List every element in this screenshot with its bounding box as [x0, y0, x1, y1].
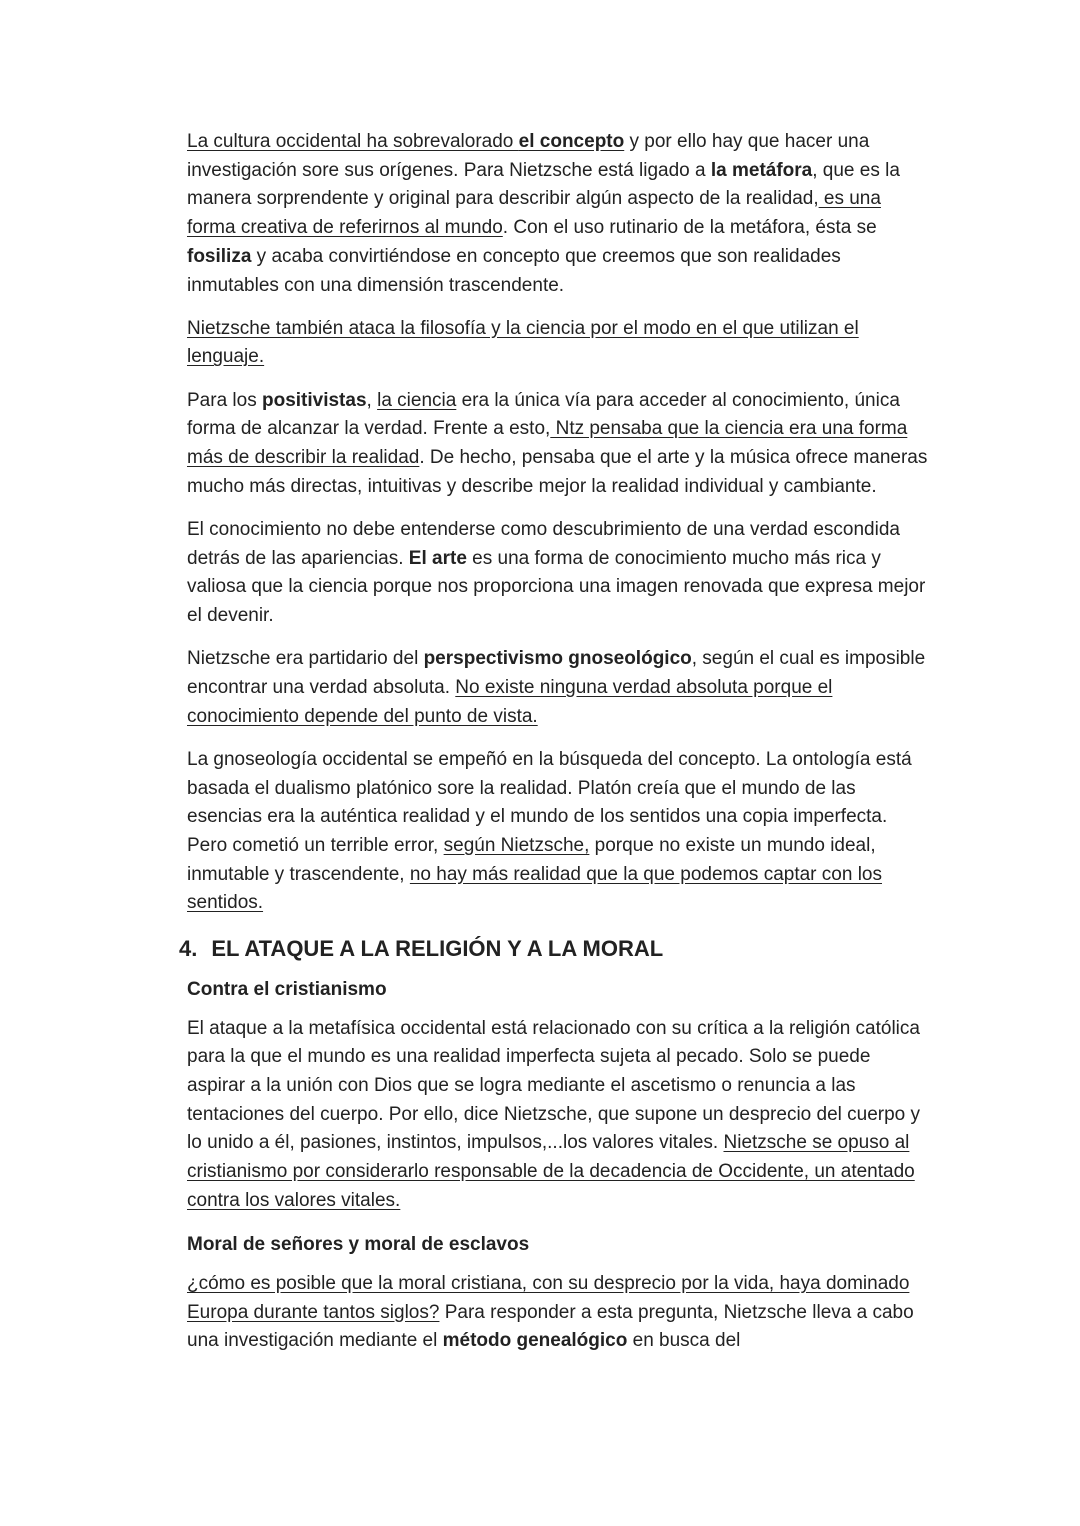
text-run: El arte [408, 547, 467, 569]
text-run: , [366, 389, 378, 411]
text-run: en busca del [627, 1330, 741, 1352]
text-run: ¿cómo es posible que la moral cristiana, con su desprecio por la vida, haya dominado Europa durante tantos siglos? [187, 1273, 910, 1323]
text-run: método genealógico [442, 1330, 628, 1352]
text-run: Ntz pensaba que la ciencia era una forma más de describir la realidad [187, 418, 908, 469]
text-run: el concepto [518, 131, 625, 152]
text-run: porque no existe un mundo ideal, inmutable y trascendente, [187, 834, 876, 885]
paragraph-perspectivismo [187, 645, 930, 731]
text-run: No existe ninguna verdad absoluta porque el conocimiento depende del punto de vista. [187, 676, 833, 727]
text-run: , según el cual es imposible encontrar una verdad absoluta. [187, 648, 926, 698]
subheading-moral: Moral de señores y moral de esclavos [187, 1234, 530, 1255]
text-run: no hay más realidad que la que podemos captar con los sentidos. [187, 863, 882, 914]
text-run: . Con el uso rutinario de la metáfora, ésta se [502, 217, 877, 239]
text-run: La gnoseología occidental se empeñó en la búsqueda del concepto. La ontología está basada el dualismo platónico sore la realidad. Platón creía que el mundo de las esencias era la auténtica realidad y el mundo de los sentidos una copia imperfecta. Pero cometió un terrible error, [187, 748, 912, 856]
text-run: Nietzsche era partidario del [187, 648, 424, 670]
paragraph-concepto [187, 128, 930, 300]
text-run: positivistas [261, 389, 367, 411]
text-run: fosiliza [187, 245, 252, 267]
paragraph-arte [187, 516, 930, 631]
text-run: y por ello hay que hacer una investigación sore sus orígenes. Para Nietzsche está ligado a [187, 131, 870, 181]
text-run: Para los [187, 389, 262, 411]
paragraph-gnoseologia [187, 746, 930, 918]
text-run: era la única vía para acceder al conocimiento, única forma de alcanzar la verdad. Frente a esto, [187, 389, 900, 440]
text-run: La cultura occidental ha sobrevalorado [187, 131, 519, 152]
text-run: Para responder a esta pregunta, Nietzsche lleva a cabo una investigación mediante el [187, 1301, 914, 1352]
text-run: El conocimiento no debe entenderse como descubrimiento de una verdad escondida detrás de las apariencias. [187, 518, 900, 569]
section-heading [179, 933, 930, 965]
paragraph-cristianismo [187, 1015, 930, 1216]
subheading-cristianismo: Contra el cristianismo [187, 978, 387, 1000]
text-run: . De hecho, pensaba que el arte y la música ofrece maneras mucho más directas, intuitivas y describe mejor la realidad individual y cambiante. [187, 447, 928, 497]
text-run: , que es la manera sorprendente y original para describir algún aspecto de la realidad, [187, 159, 900, 210]
text-run: según Nietzsche, [443, 834, 590, 856]
text-run: la ciencia [377, 389, 457, 411]
text-run: es una forma de conocimiento mucho más rica y valiosa que la ciencia porque nos proporciona una imagen renovada que expresa mejor el devenir. [187, 547, 926, 627]
text-run: perspectivismo gnoseológico [423, 648, 692, 670]
section-number: 4. [179, 935, 198, 961]
paragraph-moral [187, 1270, 930, 1356]
text-run: la metáfora [710, 159, 813, 181]
text-run: es una forma creativa de referirnos al mundo [187, 188, 881, 239]
text-run: Nietzsche también ataca la filosofía y la ciencia por el modo en el que utilizan el lenguaje. [187, 317, 859, 368]
paragraph-lenguaje [187, 315, 930, 372]
text-run: El ataque a la metafísica occidental está relacionado con su crítica a la religión católica para la que el mundo es una realidad imperfecta sujeta al pecado. Solo se puede aspirar a la unión con Dios que se logra mediante el ascetismo o renuncia a las tentaciones del cuerpo. Por ello, dice Nietzsche, que supone un desprecio del cuerpo y lo unido a él, pasiones, instintos, impulsos,...los valores vitales. [187, 1017, 921, 1154]
paragraph-positivistas [187, 387, 930, 502]
section-title: EL ATAQUE A LA RELIGIÓN Y A LA MORAL [211, 935, 664, 961]
text-run: Nietzsche se opuso al cristianismo por considerarlo responsable de la decadencia de Occidente, un atentado contra los valores vitales. [187, 1132, 915, 1211]
text-run: y acaba convirtiéndose en concepto que creemos que son realidades inmutables con una dimensión trascendente. [187, 245, 841, 296]
